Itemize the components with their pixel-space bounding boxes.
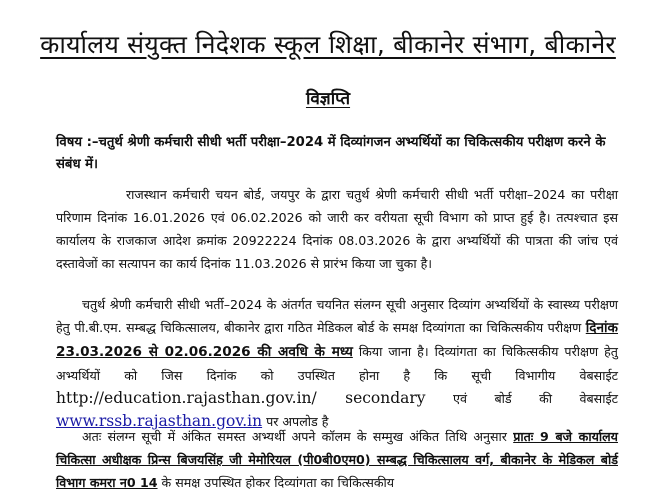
notice-heading: विज्ञप्ति bbox=[305, 89, 351, 109]
paragraph-2 bbox=[56, 293, 618, 433]
exam-date-range: दिनांक 23.03.2026 से 02.06.2026 की अवधि के मध्य bbox=[56, 320, 618, 360]
subject-line: विषय :–चतुर्थ श्रेणी कर्मचारी सीधी भर्ती परीक्षा–2024 में दिव्यांगजन अभ्यर्थियों का चिकित्सकीय परीक्षण करने के संबंध में। bbox=[56, 135, 606, 172]
paragraph-1: राजस्थान कर्मचारी चयन बोर्ड, जयपुर के द्वारा चतुर्थ श्रेणी कर्मचारी सीधी भर्ती परीक्षा–2024 का परीक्षा परिणाम दिनांक 16.01.2026 एवं 06.02.2026 को जारी कर वरीयता सूची विभाग को प्राप्त हुई है। तत्पश्चात इस कार्यालय के राजकाज आदेश क्रमांक 20922224 दिनांक 08.03.2026 के द्वारा अभ्यर्थियों की पात्रता की जांच एवं दस्तावेजों का सत्यापन का कार्य दिनांक 11.03.2026 से प्रारंभ किया जा चुका है। bbox=[56, 187, 618, 271]
paragraph-3 bbox=[56, 425, 618, 494]
paragraph-3-text-before: अतः संलग्न सूची में अंकित समस्त अभ्यर्थी अपने कॉलम के सम्मुख अंकित तिथि अनुसार bbox=[82, 429, 507, 444]
paragraph-2-text-after: पर अपलोड है bbox=[266, 414, 329, 429]
paragraph-3-text-after: के समक्ष उपस्थित होकर दिव्यांगता का चिकित्सकीय bbox=[161, 475, 395, 490]
paragraph-2-text-before: चतुर्थ श्रेणी कर्मचारी सीधी भर्ती–2024 के अंतर्गत चयनित संलग्न सूची अनुसार दिव्यांग अभ्यर्थियों के स्वास्थ्य परीक्षण हेतु पी.बी.एम. सम्बद्ध चिकित्सालय, बीकानेर द्वारा गठित मेडिकल बोर्ड के समक्ष दिव्यांगता का चिकित्सकीय परीक्षण bbox=[56, 297, 618, 335]
rssb-website-link[interactable]: www.rssb.rajasthan.gov.in bbox=[56, 412, 263, 430]
reporting-venue: प्रातः 9 बजे कार्यालय चिकित्सा अधीक्षक प्रिन्स बिजयसिंह जी मेमोरियल (पी0बी0एम0) सम्बद्ध चिकित्सालय वर्ग, बीकानेर के मेडिकल बोर्ड विभाग कमरा न0 14 bbox=[56, 429, 618, 490]
paragraph-2-text-middle: किया जाना है। दिव्यांगता का चिकित्सकीय परीक्षण हेतु अभ्यर्थियों को जिस दिनांक को उपस्थित होना है कि सूची विभागीय वेबसाईट bbox=[56, 344, 618, 383]
education-website-link[interactable]: http://education.rajasthan.gov.in/ secondary bbox=[56, 389, 426, 407]
paragraph-2-text-board: एवं बोर्ड की वेबसाईट bbox=[453, 391, 618, 406]
office-title: कार्यालय संयुक्त निदेशक स्कूल शिक्षा, बीकानेर संभाग, बीकानेर bbox=[40, 30, 616, 59]
